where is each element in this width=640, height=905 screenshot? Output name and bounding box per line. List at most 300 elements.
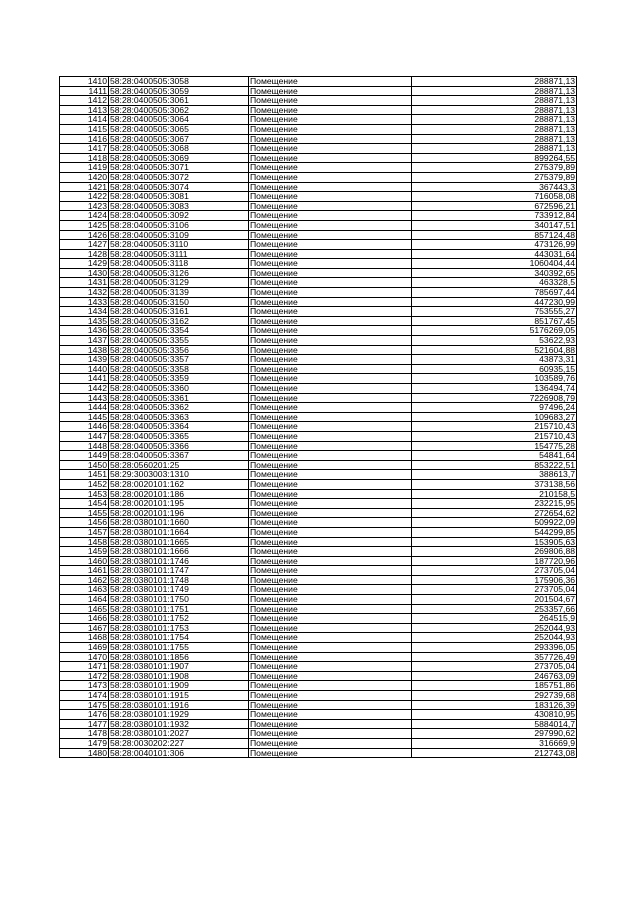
cadastral-number-cell: 58:28:0400505:3150 <box>109 297 249 307</box>
object-type-cell: Помещение <box>249 479 412 489</box>
row-number-cell: 1447 <box>60 431 109 441</box>
table-row <box>60 585 577 595</box>
cadastral-value-cell: 293396,05 <box>412 643 577 653</box>
cadastral-number-cell: 58:28:0380101:2027 <box>109 729 249 739</box>
cadastral-number-cell: 58:28:0400505:3067 <box>109 134 249 144</box>
object-type-cell: Помещение <box>249 547 412 557</box>
table-row <box>60 86 577 96</box>
cadastral-number-cell: 58:28:0400505:3109 <box>109 230 249 240</box>
cadastral-value-cell: 185751,86 <box>412 681 577 691</box>
table-row <box>60 633 577 643</box>
cadastral-value-cell: 201504,67 <box>412 595 577 605</box>
object-type-cell: Помещение <box>249 691 412 701</box>
cadastral-number-cell: 58:28:0020101:186 <box>109 489 249 499</box>
cadastral-value-cell: 899264,55 <box>412 153 577 163</box>
table-row <box>60 691 577 701</box>
row-number-cell: 1429 <box>60 259 109 269</box>
object-type-cell: Помещение <box>249 364 412 374</box>
object-type-cell: Помещение <box>249 403 412 413</box>
cadastral-value-cell: 187720,96 <box>412 556 577 566</box>
row-number-cell: 1439 <box>60 355 109 365</box>
cadastral-number-cell: 58:28:0380101:1929 <box>109 710 249 720</box>
cadastral-value-cell: 43873,31 <box>412 355 577 365</box>
cadastral-number-cell: 58:28:0400505:3363 <box>109 412 249 422</box>
cadastral-number-cell: 58:28:0400505:3356 <box>109 345 249 355</box>
table-row <box>60 518 577 528</box>
cadastral-value-cell: 215710,43 <box>412 431 577 441</box>
cadastral-number-cell: 58:28:0380101:1916 <box>109 700 249 710</box>
table-row <box>60 144 577 154</box>
object-type-cell: Помещение <box>249 316 412 326</box>
row-number-cell: 1480 <box>60 748 109 758</box>
object-type-cell: Помещение <box>249 326 412 336</box>
registry-table-body <box>60 77 577 758</box>
cadastral-number-cell: 58:28:0400505:3092 <box>109 211 249 221</box>
cadastral-number-cell: 58:28:0400505:3110 <box>109 240 249 250</box>
object-type-cell: Помещение <box>249 384 412 394</box>
cadastral-number-cell: 58:28:0400505:3129 <box>109 278 249 288</box>
row-number-cell: 1410 <box>60 77 109 87</box>
cadastral-value-cell: 154775,28 <box>412 441 577 451</box>
cadastral-value-cell: 5176269,05 <box>412 326 577 336</box>
cadastral-number-cell: 58:28:0400505:3362 <box>109 403 249 413</box>
cadastral-value-cell: 7226908,79 <box>412 393 577 403</box>
cadastral-value-cell: 288871,13 <box>412 115 577 125</box>
cadastral-value-cell: 851767,45 <box>412 316 577 326</box>
object-type-cell: Помещение <box>249 259 412 269</box>
cadastral-value-cell: 5884014,7 <box>412 719 577 729</box>
object-type-cell: Помещение <box>249 441 412 451</box>
cadastral-value-cell: 212743,08 <box>412 748 577 758</box>
object-type-cell: Помещение <box>249 288 412 298</box>
cadastral-value-cell: 430810,95 <box>412 710 577 720</box>
cadastral-number-cell: 58:28:0400505:3061 <box>109 96 249 106</box>
cadastral-value-cell: 292739,68 <box>412 691 577 701</box>
cadastral-value-cell: 288871,13 <box>412 134 577 144</box>
cadastral-value-cell: 153905,63 <box>412 537 577 547</box>
row-number-cell: 1466 <box>60 614 109 624</box>
row-number-cell: 1461 <box>60 566 109 576</box>
table-row <box>60 460 577 470</box>
object-type-cell: Помещение <box>249 393 412 403</box>
object-type-cell: Помещение <box>249 230 412 240</box>
table-row <box>60 364 577 374</box>
table-row <box>60 556 577 566</box>
cadastral-value-cell: 136494,74 <box>412 384 577 394</box>
row-number-cell: 1457 <box>60 527 109 537</box>
cadastral-value-cell: 853222,51 <box>412 460 577 470</box>
cadastral-number-cell: 58:28:0400505:3361 <box>109 393 249 403</box>
cadastral-value-cell: 252044,93 <box>412 623 577 633</box>
cadastral-number-cell: 58:28:0020101:195 <box>109 499 249 509</box>
object-type-cell: Помещение <box>249 336 412 346</box>
object-type-cell: Помещение <box>249 518 412 528</box>
cadastral-value-cell: 53622,93 <box>412 336 577 346</box>
row-number-cell: 1417 <box>60 144 109 154</box>
table-row <box>60 201 577 211</box>
cadastral-number-cell: 58:28:0400505:3360 <box>109 384 249 394</box>
cadastral-value-cell: 272654,62 <box>412 508 577 518</box>
cadastral-number-cell: 58:28:0380101:1749 <box>109 585 249 595</box>
row-number-cell: 1477 <box>60 719 109 729</box>
object-type-cell: Помещение <box>249 422 412 432</box>
object-type-cell: Помещение <box>249 240 412 250</box>
object-type-cell: Помещение <box>249 412 412 422</box>
row-number-cell: 1446 <box>60 422 109 432</box>
cadastral-number-cell: 58:28:0400505:3083 <box>109 201 249 211</box>
cadastral-value-cell: 253357,66 <box>412 604 577 614</box>
row-number-cell: 1445 <box>60 412 109 422</box>
cadastral-number-cell: 58:28:0400505:3367 <box>109 451 249 461</box>
object-type-cell: Помещение <box>249 652 412 662</box>
row-number-cell: 1441 <box>60 374 109 384</box>
object-type-cell: Помещение <box>249 374 412 384</box>
table-row <box>60 614 577 624</box>
cadastral-number-cell: 58:28:0400505:3081 <box>109 192 249 202</box>
table-row <box>60 729 577 739</box>
table-row <box>60 431 577 441</box>
cadastral-value-cell: 357726,49 <box>412 652 577 662</box>
object-type-cell: Помещение <box>249 307 412 317</box>
cadastral-value-cell: 288871,13 <box>412 124 577 134</box>
row-number-cell: 1449 <box>60 451 109 461</box>
table-row <box>60 355 577 365</box>
cadastral-number-cell: 58:28:0400505:3354 <box>109 326 249 336</box>
row-number-cell: 1431 <box>60 278 109 288</box>
table-row <box>60 479 577 489</box>
table-row <box>60 105 577 115</box>
registry-table <box>59 76 577 758</box>
cadastral-value-cell: 340392,65 <box>412 268 577 278</box>
table-row <box>60 489 577 499</box>
object-type-cell: Помещение <box>249 134 412 144</box>
object-type-cell: Помещение <box>249 508 412 518</box>
cadastral-number-cell: 58:28:0380101:1660 <box>109 518 249 528</box>
cadastral-value-cell: 273705,04 <box>412 662 577 672</box>
row-number-cell: 1435 <box>60 316 109 326</box>
table-row <box>60 268 577 278</box>
cadastral-value-cell: 288871,13 <box>412 77 577 87</box>
cadastral-value-cell: 373138,56 <box>412 479 577 489</box>
cadastral-value-cell: 288871,13 <box>412 105 577 115</box>
cadastral-number-cell: 58:28:0380101:1747 <box>109 566 249 576</box>
cadastral-number-cell: 58:28:0400505:3364 <box>109 422 249 432</box>
object-type-cell: Помещение <box>249 172 412 182</box>
row-number-cell: 1422 <box>60 192 109 202</box>
cadastral-value-cell: 388613,7 <box>412 470 577 480</box>
row-number-cell: 1411 <box>60 86 109 96</box>
table-row <box>60 124 577 134</box>
cadastral-number-cell: 58:28:0380101:1908 <box>109 671 249 681</box>
cadastral-value-cell: 672596,21 <box>412 201 577 211</box>
cadastral-value-cell: 288871,13 <box>412 144 577 154</box>
table-row <box>60 240 577 250</box>
table-row <box>60 508 577 518</box>
object-type-cell: Помещение <box>249 249 412 259</box>
row-number-cell: 1467 <box>60 623 109 633</box>
object-type-cell: Помещение <box>249 643 412 653</box>
object-type-cell: Помещение <box>249 729 412 739</box>
cadastral-value-cell: 288871,13 <box>412 86 577 96</box>
table-row <box>60 671 577 681</box>
cadastral-value-cell: 232215,95 <box>412 499 577 509</box>
cadastral-number-cell: 58:28:0380101:1666 <box>109 547 249 557</box>
table-row <box>60 738 577 748</box>
row-number-cell: 1471 <box>60 662 109 672</box>
object-type-cell: Помещение <box>249 163 412 173</box>
object-type-cell: Помещение <box>249 671 412 681</box>
cadastral-value-cell: 463328,5 <box>412 278 577 288</box>
cadastral-number-cell: 58:28:0380101:1750 <box>109 595 249 605</box>
object-type-cell: Помещение <box>249 345 412 355</box>
object-type-cell: Помещение <box>249 604 412 614</box>
object-type-cell: Помещение <box>249 105 412 115</box>
table-row <box>60 345 577 355</box>
table-row <box>60 134 577 144</box>
row-number-cell: 1451 <box>60 470 109 480</box>
table-row <box>60 748 577 758</box>
object-type-cell: Помещение <box>249 220 412 230</box>
cadastral-value-cell: 275379,89 <box>412 172 577 182</box>
cadastral-number-cell: 58:28:0040101:306 <box>109 748 249 758</box>
cadastral-value-cell: 316669,9 <box>412 738 577 748</box>
cadastral-number-cell: 58:28:0380101:1932 <box>109 719 249 729</box>
row-number-cell: 1442 <box>60 384 109 394</box>
cadastral-value-cell: 857124,48 <box>412 230 577 240</box>
cadastral-number-cell: 58:28:0400505:3126 <box>109 268 249 278</box>
row-number-cell: 1454 <box>60 499 109 509</box>
cadastral-number-cell: 58:28:0380101:1753 <box>109 623 249 633</box>
object-type-cell: Помещение <box>249 595 412 605</box>
object-type-cell: Помещение <box>249 460 412 470</box>
object-type-cell: Помещение <box>249 738 412 748</box>
object-type-cell: Помещение <box>249 614 412 624</box>
cadastral-value-cell: 443031,64 <box>412 249 577 259</box>
object-type-cell: Помещение <box>249 192 412 202</box>
row-number-cell: 1414 <box>60 115 109 125</box>
cadastral-value-cell: 252044,93 <box>412 633 577 643</box>
table-row <box>60 719 577 729</box>
object-type-cell: Помещение <box>249 77 412 87</box>
row-number-cell: 1463 <box>60 585 109 595</box>
cadastral-number-cell: 58:28:0380101:1915 <box>109 691 249 701</box>
cadastral-number-cell: 58:28:0380101:1755 <box>109 643 249 653</box>
cadastral-value-cell: 210158,5 <box>412 489 577 499</box>
cadastral-number-cell: 58:28:0380101:1665 <box>109 537 249 547</box>
cadastral-number-cell: 58:28:0400505:3111 <box>109 249 249 259</box>
row-number-cell: 1450 <box>60 460 109 470</box>
object-type-cell: Помещение <box>249 86 412 96</box>
cadastral-number-cell: 58:28:0380101:1754 <box>109 633 249 643</box>
object-type-cell: Помещение <box>249 153 412 163</box>
table-row <box>60 316 577 326</box>
table-row <box>60 595 577 605</box>
row-number-cell: 1437 <box>60 336 109 346</box>
object-type-cell: Помещение <box>249 96 412 106</box>
cadastral-number-cell: 58:28:0400505:3355 <box>109 336 249 346</box>
object-type-cell: Помещение <box>249 710 412 720</box>
row-number-cell: 1470 <box>60 652 109 662</box>
object-type-cell: Помещение <box>249 537 412 547</box>
table-row <box>60 220 577 230</box>
object-type-cell: Помещение <box>249 499 412 509</box>
table-row <box>60 470 577 480</box>
table-row <box>60 422 577 432</box>
object-type-cell: Помещение <box>249 268 412 278</box>
row-number-cell: 1476 <box>60 710 109 720</box>
cadastral-number-cell: 58:28:0400505:3071 <box>109 163 249 173</box>
cadastral-number-cell: 58:28:0400505:3161 <box>109 307 249 317</box>
row-number-cell: 1433 <box>60 297 109 307</box>
table-row <box>60 384 577 394</box>
cadastral-number-cell: 58:28:0400505:3118 <box>109 259 249 269</box>
object-type-cell: Помещение <box>249 431 412 441</box>
object-type-cell: Помещение <box>249 451 412 461</box>
cadastral-number-cell: 58:28:0560201:25 <box>109 460 249 470</box>
table-row <box>60 374 577 384</box>
table-row <box>60 652 577 662</box>
row-number-cell: 1472 <box>60 671 109 681</box>
row-number-cell: 1438 <box>60 345 109 355</box>
row-number-cell: 1426 <box>60 230 109 240</box>
cadastral-value-cell: 183126,39 <box>412 700 577 710</box>
table-row <box>60 623 577 633</box>
cadastral-value-cell: 109683,27 <box>412 412 577 422</box>
table-row <box>60 288 577 298</box>
row-number-cell: 1428 <box>60 249 109 259</box>
row-number-cell: 1452 <box>60 479 109 489</box>
cadastral-number-cell: 58:28:0380101:1664 <box>109 527 249 537</box>
cadastral-number-cell: 58:28:0380101:1752 <box>109 614 249 624</box>
table-row <box>60 259 577 269</box>
table-row <box>60 662 577 672</box>
cadastral-number-cell: 58:28:0400505:3366 <box>109 441 249 451</box>
object-type-cell: Помещение <box>249 681 412 691</box>
cadastral-number-cell: 58:28:0380101:1748 <box>109 575 249 585</box>
row-number-cell: 1430 <box>60 268 109 278</box>
row-number-cell: 1444 <box>60 403 109 413</box>
object-type-cell: Помещение <box>249 211 412 221</box>
object-type-cell: Помещение <box>249 201 412 211</box>
row-number-cell: 1421 <box>60 182 109 192</box>
cadastral-value-cell: 473126,99 <box>412 240 577 250</box>
row-number-cell: 1413 <box>60 105 109 115</box>
row-number-cell: 1462 <box>60 575 109 585</box>
cadastral-value-cell: 297990,62 <box>412 729 577 739</box>
row-number-cell: 1460 <box>60 556 109 566</box>
table-row <box>60 278 577 288</box>
table-row <box>60 153 577 163</box>
table-row <box>60 230 577 240</box>
table-row <box>60 537 577 547</box>
table-row <box>60 249 577 259</box>
cadastral-number-cell: 58:28:0400505:3058 <box>109 77 249 87</box>
row-number-cell: 1424 <box>60 211 109 221</box>
row-number-cell: 1440 <box>60 364 109 374</box>
cadastral-number-cell: 58:28:0400505:3357 <box>109 355 249 365</box>
row-number-cell: 1436 <box>60 326 109 336</box>
row-number-cell: 1420 <box>60 172 109 182</box>
cadastral-number-cell: 58:29:3003003:1310 <box>109 470 249 480</box>
cadastral-value-cell: 544299,85 <box>412 527 577 537</box>
table-row <box>60 604 577 614</box>
row-number-cell: 1479 <box>60 738 109 748</box>
cadastral-value-cell: 367443,3 <box>412 182 577 192</box>
cadastral-value-cell: 509922,09 <box>412 518 577 528</box>
cadastral-number-cell: 58:28:0020101:162 <box>109 479 249 489</box>
object-type-cell: Помещение <box>249 633 412 643</box>
cadastral-value-cell: 273705,04 <box>412 585 577 595</box>
row-number-cell: 1459 <box>60 547 109 557</box>
row-number-cell: 1456 <box>60 518 109 528</box>
cadastral-value-cell: 521604,88 <box>412 345 577 355</box>
table-row <box>60 441 577 451</box>
object-type-cell: Помещение <box>249 124 412 134</box>
table-row <box>60 163 577 173</box>
cadastral-number-cell: 58:28:0400505:3072 <box>109 172 249 182</box>
row-number-cell: 1465 <box>60 604 109 614</box>
cadastral-value-cell: 54841,64 <box>412 451 577 461</box>
row-number-cell: 1469 <box>60 643 109 653</box>
row-number-cell: 1416 <box>60 134 109 144</box>
object-type-cell: Помещение <box>249 355 412 365</box>
row-number-cell: 1434 <box>60 307 109 317</box>
table-row <box>60 700 577 710</box>
table-row <box>60 297 577 307</box>
cadastral-value-cell: 288871,13 <box>412 96 577 106</box>
table-row <box>60 710 577 720</box>
row-number-cell: 1419 <box>60 163 109 173</box>
object-type-cell: Помещение <box>249 566 412 576</box>
row-number-cell: 1448 <box>60 441 109 451</box>
table-row <box>60 575 577 585</box>
table-row <box>60 412 577 422</box>
object-type-cell: Помещение <box>249 719 412 729</box>
row-number-cell: 1453 <box>60 489 109 499</box>
table-row <box>60 211 577 221</box>
cadastral-value-cell: 785697,44 <box>412 288 577 298</box>
cadastral-value-cell: 716058,08 <box>412 192 577 202</box>
row-number-cell: 1473 <box>60 681 109 691</box>
table-row <box>60 96 577 106</box>
table-row <box>60 681 577 691</box>
object-type-cell: Помещение <box>249 278 412 288</box>
object-type-cell: Помещение <box>249 575 412 585</box>
object-type-cell: Помещение <box>249 144 412 154</box>
table-row <box>60 566 577 576</box>
object-type-cell: Помещение <box>249 115 412 125</box>
cadastral-value-cell: 447230,99 <box>412 297 577 307</box>
table-row <box>60 326 577 336</box>
object-type-cell: Помещение <box>249 748 412 758</box>
cadastral-number-cell: 58:28:0380101:1907 <box>109 662 249 672</box>
row-number-cell: 1475 <box>60 700 109 710</box>
object-type-cell: Помещение <box>249 297 412 307</box>
table-row <box>60 547 577 557</box>
object-type-cell: Помещение <box>249 585 412 595</box>
cadastral-number-cell: 58:28:0400505:3065 <box>109 124 249 134</box>
object-type-cell: Помещение <box>249 470 412 480</box>
table-row <box>60 393 577 403</box>
table-row <box>60 643 577 653</box>
table-row <box>60 527 577 537</box>
table-row <box>60 77 577 87</box>
row-number-cell: 1425 <box>60 220 109 230</box>
cadastral-value-cell: 273705,04 <box>412 566 577 576</box>
object-type-cell: Помещение <box>249 182 412 192</box>
row-number-cell: 1464 <box>60 595 109 605</box>
cadastral-value-cell: 215710,43 <box>412 422 577 432</box>
